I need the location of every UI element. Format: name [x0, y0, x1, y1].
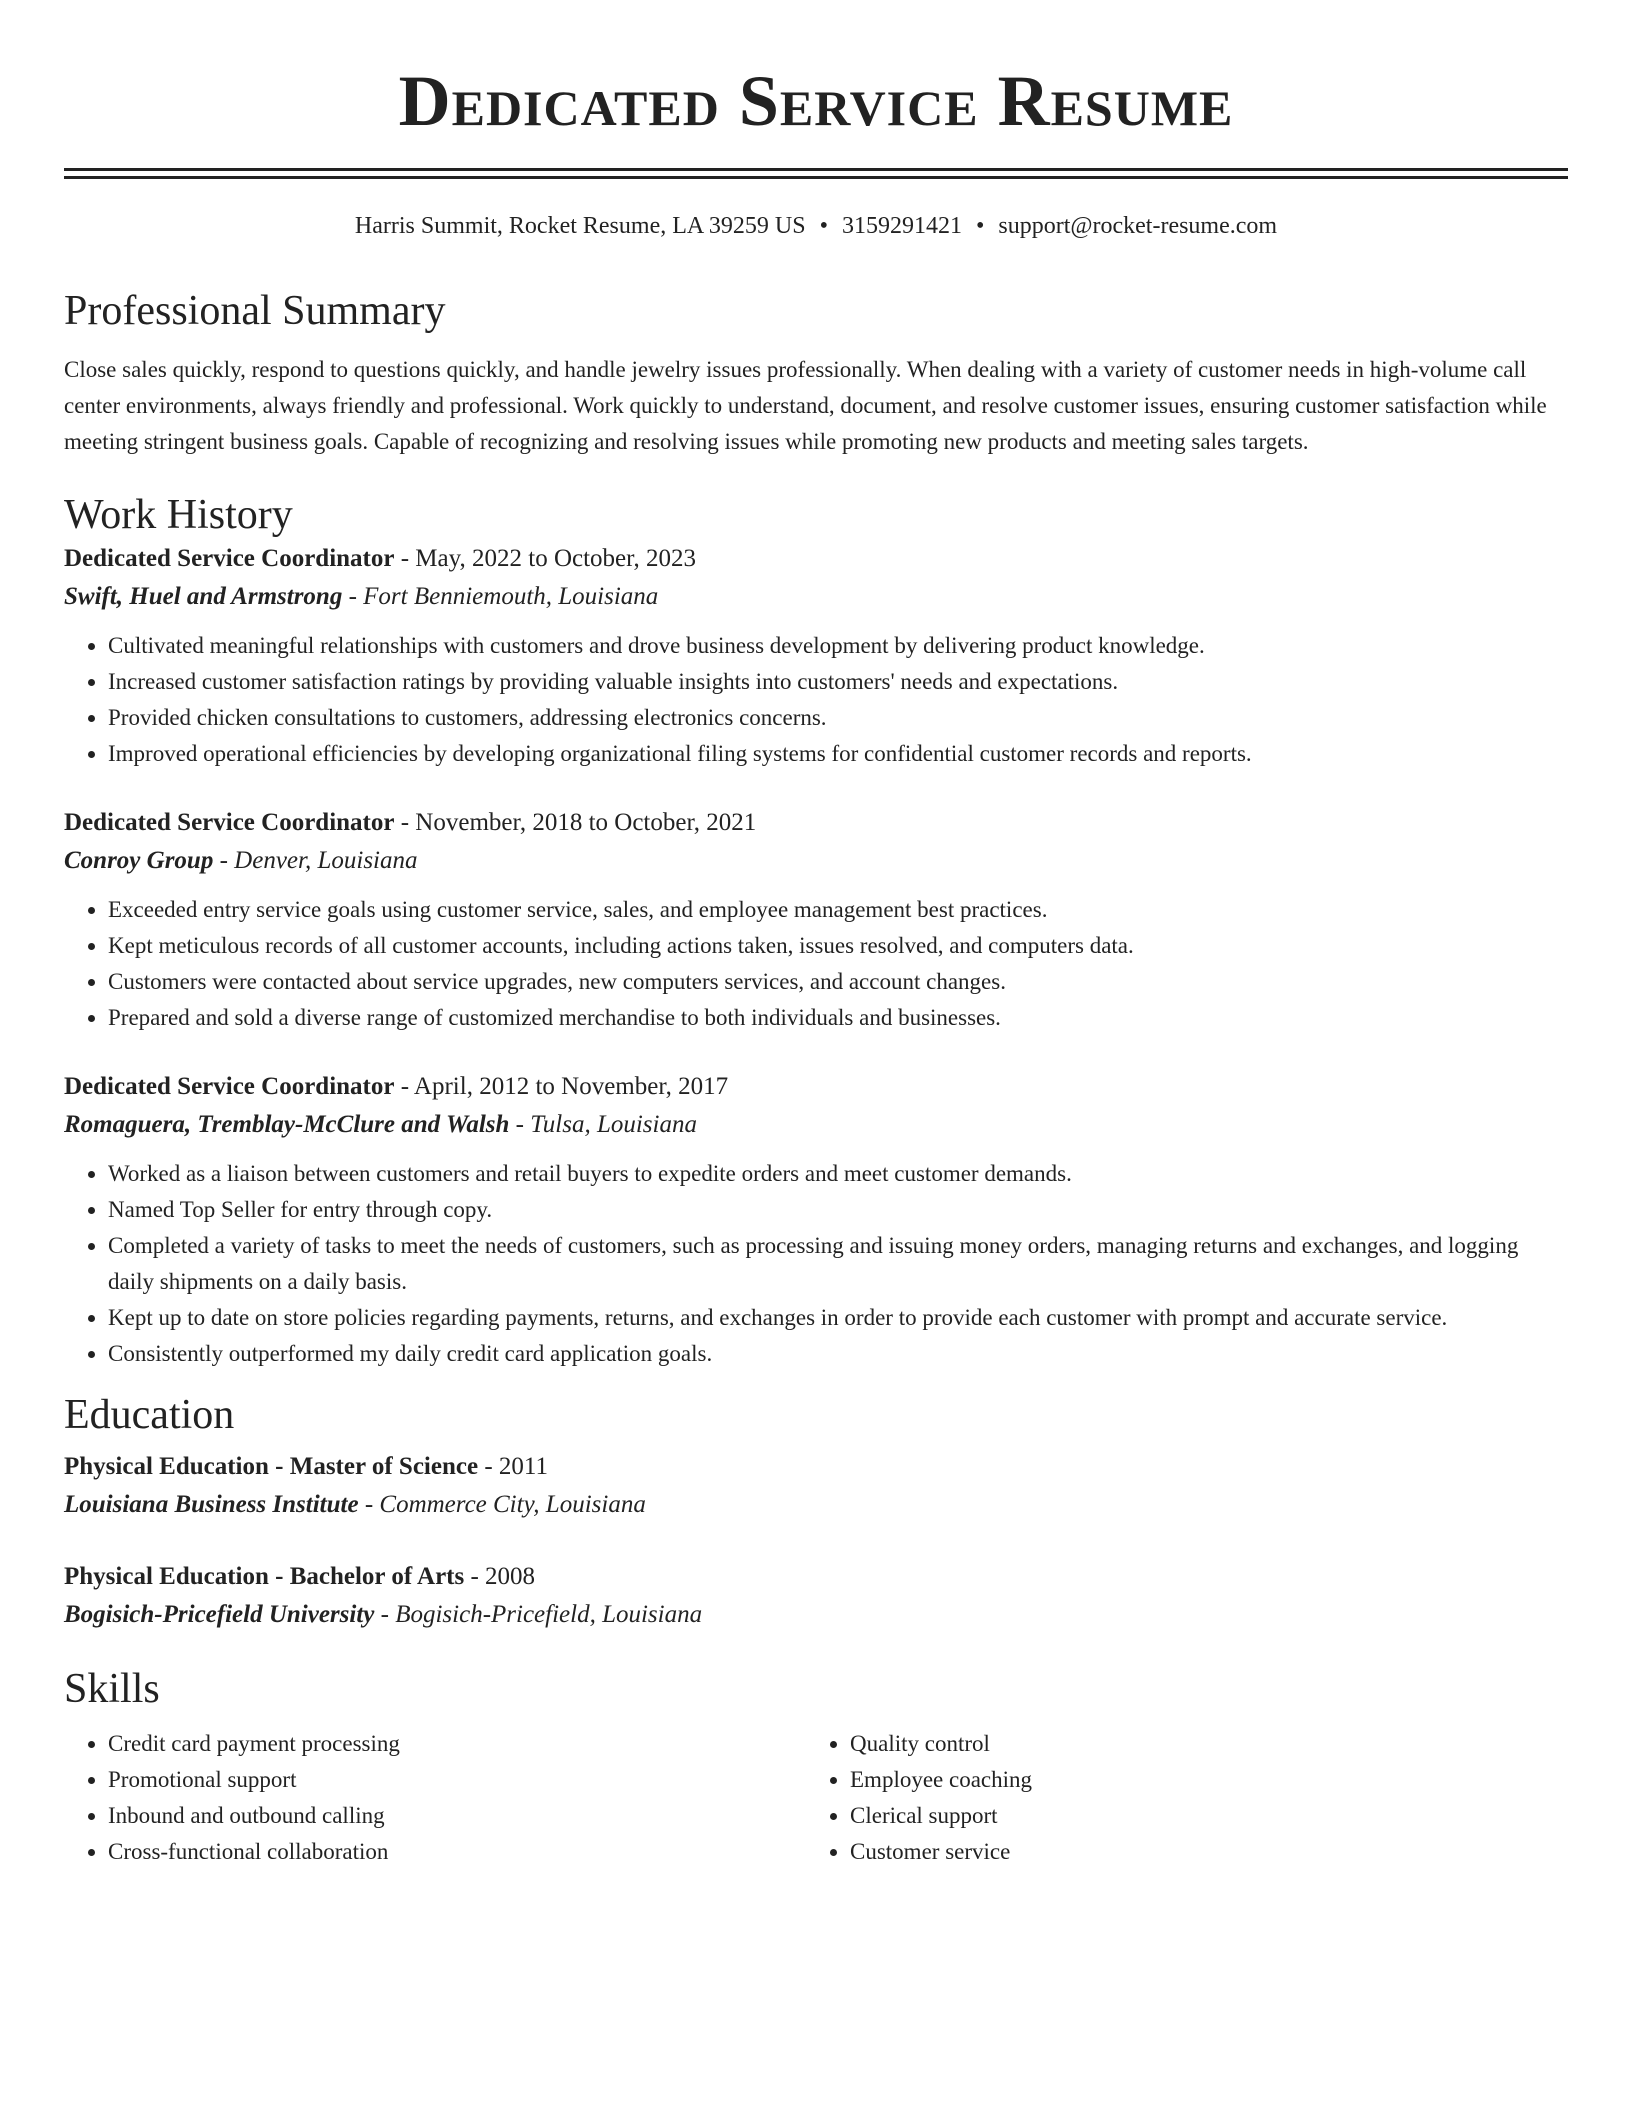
skill-item: • Promotional support	[108, 1762, 806, 1798]
job-dates: - May, 2022 to October, 2023	[394, 545, 696, 572]
spacer	[64, 1036, 1568, 1068]
skill-item: • Employee coaching	[850, 1762, 1548, 1798]
degree-entry	[64, 1448, 1568, 1524]
job-entry	[64, 1068, 1568, 1372]
job-bullets	[64, 892, 1568, 1036]
spacer	[64, 1524, 1568, 1558]
degree-name: Physical Education - Master of Science	[64, 1453, 479, 1480]
job-bullet: • Exceeded entry service goals using customer service, sales, and employee management best practices.	[108, 892, 1568, 928]
job-bullet: • Cultivated meaningful relationships with customers and drove business development by delivering product knowledge.	[108, 628, 1568, 664]
spacer	[64, 772, 1568, 804]
job-bullet: • Improved operational efficiencies by developing organizational filing systems for confidential customer records and reports.	[108, 736, 1568, 772]
school-line	[64, 1486, 1568, 1524]
contact-phone: 3159291421	[841, 213, 962, 239]
degree-line	[64, 1558, 1568, 1596]
title-rule-top	[64, 168, 1568, 171]
job-bullet: • Kept up to date on store policies regarding payments, returns, and exchanges in order to provide each customer with prompt and accurate service.	[108, 1300, 1568, 1336]
skill-item: • Inbound and outbound calling	[108, 1798, 806, 1834]
school-name: Bogisich-Pricefield University	[64, 1601, 375, 1628]
employer-name: Swift, Huel and Armstrong	[64, 583, 343, 610]
job-title-line	[64, 540, 1568, 578]
job-dates: - April, 2012 to November, 2017	[394, 1073, 729, 1100]
degree-year: - 2011	[478, 1453, 548, 1480]
skill-item: • Cross-functional collaboration	[108, 1834, 806, 1870]
job-bullet: • Kept meticulous records of all customer accounts, including actions taken, issues resolved, and computers data.	[108, 928, 1568, 964]
school-location: - Commerce City, Louisiana	[358, 1491, 646, 1518]
employer-name: Conroy Group	[64, 847, 214, 874]
job-bullets	[64, 628, 1568, 772]
job-title-line	[64, 1068, 1568, 1106]
job-bullet: • Completed a variety of tasks to meet the needs of customers, such as processing and issuing money orders, managing returns and exchanges, and logging daily shipments on a daily basis.	[108, 1228, 1568, 1300]
school-name: Louisiana Business Institute	[64, 1491, 359, 1518]
job-entry	[64, 804, 1568, 1036]
employer-location: - Tulsa, Louisiana	[509, 1111, 697, 1138]
job-entry	[64, 540, 1568, 772]
job-bullet: • Prepared and sold a diverse range of customized merchandise to both individuals and businesses.	[108, 1000, 1568, 1036]
job-bullet: • Provided chicken consultations to customers, addressing electronics concerns.	[108, 700, 1568, 736]
skills-list-left	[64, 1726, 806, 1870]
degree-entry	[64, 1558, 1568, 1634]
skills-heading: Skills	[64, 1666, 160, 1712]
degree-name: Physical Education - Bachelor of Arts	[64, 1563, 465, 1590]
employer-line	[64, 578, 1568, 616]
work-history-heading: Work History	[64, 492, 293, 538]
summary-text: Close sales quickly, respond to questions quickly, and handle jewelry issues professionally. When dealing with a variety of customer needs in high-volume call center environments, always friendly and professional. Work quickly to understand, document, and resolve customer issues, ensuring customer satisfaction while meeting stringent business goals. Capable of recognizing and resolving issues while promoting new products and meeting sales targets.	[64, 357, 1547, 454]
job-bullet: • Named Top Seller for entry through copy.	[108, 1192, 1568, 1228]
job-bullet: • Worked as a liaison between customers and retail buyers to expedite orders and meet customer demands.	[108, 1156, 1568, 1192]
degree-line	[64, 1448, 1568, 1486]
skill-item: • Clerical support	[850, 1798, 1548, 1834]
job-title: Dedicated Service Coordinator	[64, 1073, 395, 1100]
title-rule-bottom	[64, 176, 1568, 179]
employer-line	[64, 1106, 1568, 1144]
employer-location: - Denver, Louisiana	[213, 847, 418, 874]
school-line	[64, 1596, 1568, 1634]
job-bullets	[64, 1156, 1568, 1372]
job-dates: - November, 2018 to October, 2021	[394, 809, 757, 836]
skills-columns	[64, 1726, 1568, 1870]
job-bullet: • Customers were contacted about service upgrades, new computers services, and account changes.	[108, 964, 1568, 1000]
contact-email: support@rocket-resume.com	[998, 213, 1278, 239]
contact-line	[64, 211, 1568, 241]
contact-separator: •	[819, 213, 828, 239]
job-bullet: • Consistently outperformed my daily credit card application goals.	[108, 1336, 1568, 1372]
employer-name: Romaguera, Tremblay-McClure and Walsh	[64, 1111, 510, 1138]
skills-list-right	[806, 1726, 1548, 1870]
job-bullet: • Increased customer satisfaction ratings by providing valuable insights into customers' needs and expectations.	[108, 664, 1568, 700]
job-title: Dedicated Service Coordinator	[64, 809, 395, 836]
skill-item: • Quality control	[850, 1726, 1548, 1762]
employer-location: - Fort Benniemouth, Louisiana	[342, 583, 659, 610]
job-title-line	[64, 804, 1568, 842]
school-location: - Bogisich-Pricefield, Louisiana	[374, 1601, 703, 1628]
contact-separator: •	[975, 213, 985, 239]
employer-line	[64, 842, 1568, 880]
contact-address: Harris Summit, Rocket Resume, LA 39259 US	[354, 213, 806, 239]
resume-title: Dedicated Service Resume	[398, 61, 1234, 141]
summary-heading: Professional Summary	[64, 288, 446, 334]
skill-item: • Credit card payment processing	[108, 1726, 806, 1762]
education-heading: Education	[64, 1392, 235, 1438]
skill-item: • Customer service	[850, 1834, 1548, 1870]
job-title: Dedicated Service Coordinator	[64, 545, 395, 572]
degree-year: - 2008	[464, 1563, 536, 1590]
